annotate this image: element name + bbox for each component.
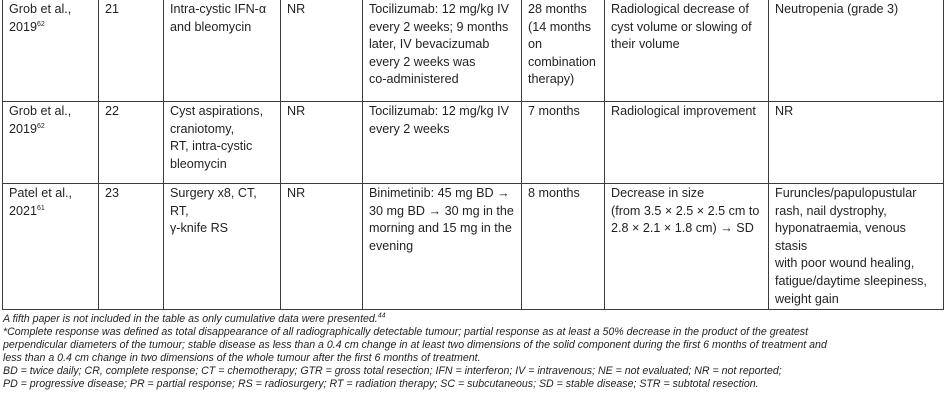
prior-treatment-cell: Cyst aspirations, craniotomy, RT, intra-cystic bleomycin: [164, 102, 281, 184]
duration-cell: 7 months: [522, 102, 605, 184]
adverse-events-cell: Neutropenia (grade 3): [769, 0, 944, 102]
regimen-cell: Binimetinib: 45 mg BD → 30 mg BD → 30 mg in the morning and 15 mg in the evening: [363, 184, 522, 310]
fifth-paper-text: A fifth paper is not included in the table as only cumulative data were presented.: [3, 313, 378, 325]
study-cell: [3, 184, 99, 310]
patient-number-cell: 23: [99, 184, 164, 310]
duration-cell: 8 months: [522, 184, 605, 310]
table-row: [3, 0, 944, 102]
study-cell: [3, 0, 99, 102]
table-row: [3, 102, 944, 184]
reference-number: 62: [37, 20, 45, 28]
adverse-events-cell: NR: [769, 102, 944, 184]
table-row: [3, 184, 944, 310]
prior-treatment-cell: Surgery x8, CT, RT, γ-knife RS: [164, 184, 281, 310]
response-cell: NR: [281, 102, 363, 184]
prior-treatment-cell: Intra-cystic IFN-α and bleomycin: [164, 0, 281, 102]
regimen-cell: Tocilizumab: 12 mg/kg IV every 2 weeks: [363, 102, 522, 184]
patient-number-cell: 22: [99, 102, 164, 184]
table-footnotes: [3, 313, 943, 392]
fifth-paper-note: [3, 313, 943, 326]
patient-number-cell: 21: [99, 0, 164, 102]
outcome-cell: Radiological improvement: [605, 102, 769, 184]
outcome-cell: Radiological decrease of cyst volume or slowing of their volume: [605, 0, 769, 102]
response-cell: NR: [281, 0, 363, 102]
reference-number: 61: [37, 204, 45, 212]
duration-cell: 28 months (14 months on combination therapy): [522, 0, 605, 102]
reference-number: 62: [37, 122, 45, 130]
outcome-cell: Decrease in size (from 3.5 × 2.5 × 2.5 cm to 2.8 × 2.1 × 1.8 cm) → SD: [605, 184, 769, 310]
study-citation: Grob et al., 2019: [9, 104, 72, 136]
study-cell: [3, 102, 99, 184]
adverse-events-cell: Furuncles/papulopustular rash, nail dystrophy, hyponatraemia, venous stasis with poor wound healing, fatigue/daytime sleepiness, weight gain: [769, 184, 944, 310]
response-definition-note: *Complete response was defined as total disappearance of all radiographically detectable tumour; partial response as at least a 50% decrease in the product of the greatest perpendicular diameters of the tumour; stable disease as less than a 0.4 cm change in at least two dimensions of the solid component during the first 6 months of treatment and less than a 0.4 cm change in two dimensions of the whole tumour after the first 6 months of treatment.: [3, 326, 827, 365]
results-table: [2, 0, 944, 310]
study-citation: Grob et al., 2019: [9, 2, 72, 34]
regimen-cell: Tocilizumab: 12 mg/kg IV every 2 weeks; 9 months later, IV bevacizumab every 2 weeks was co-administered: [363, 0, 522, 102]
study-citation: Patel et al., 2021: [9, 186, 73, 218]
abbreviations-note: BD = twice daily; CR, complete response; CT = chemotherapy; GTR = gross total resection; IFN = interferon; IV = intravenous; NE = not evaluated; NR = not reported; PD = progressive disease; PR = partial response; RS = radiosurgery; RT = radiation therapy; SC = subcutaneous; SD = stable disease; STR = subtotal resection.: [3, 365, 782, 391]
response-cell: NR: [281, 184, 363, 310]
reference-number: 44: [377, 312, 386, 320]
